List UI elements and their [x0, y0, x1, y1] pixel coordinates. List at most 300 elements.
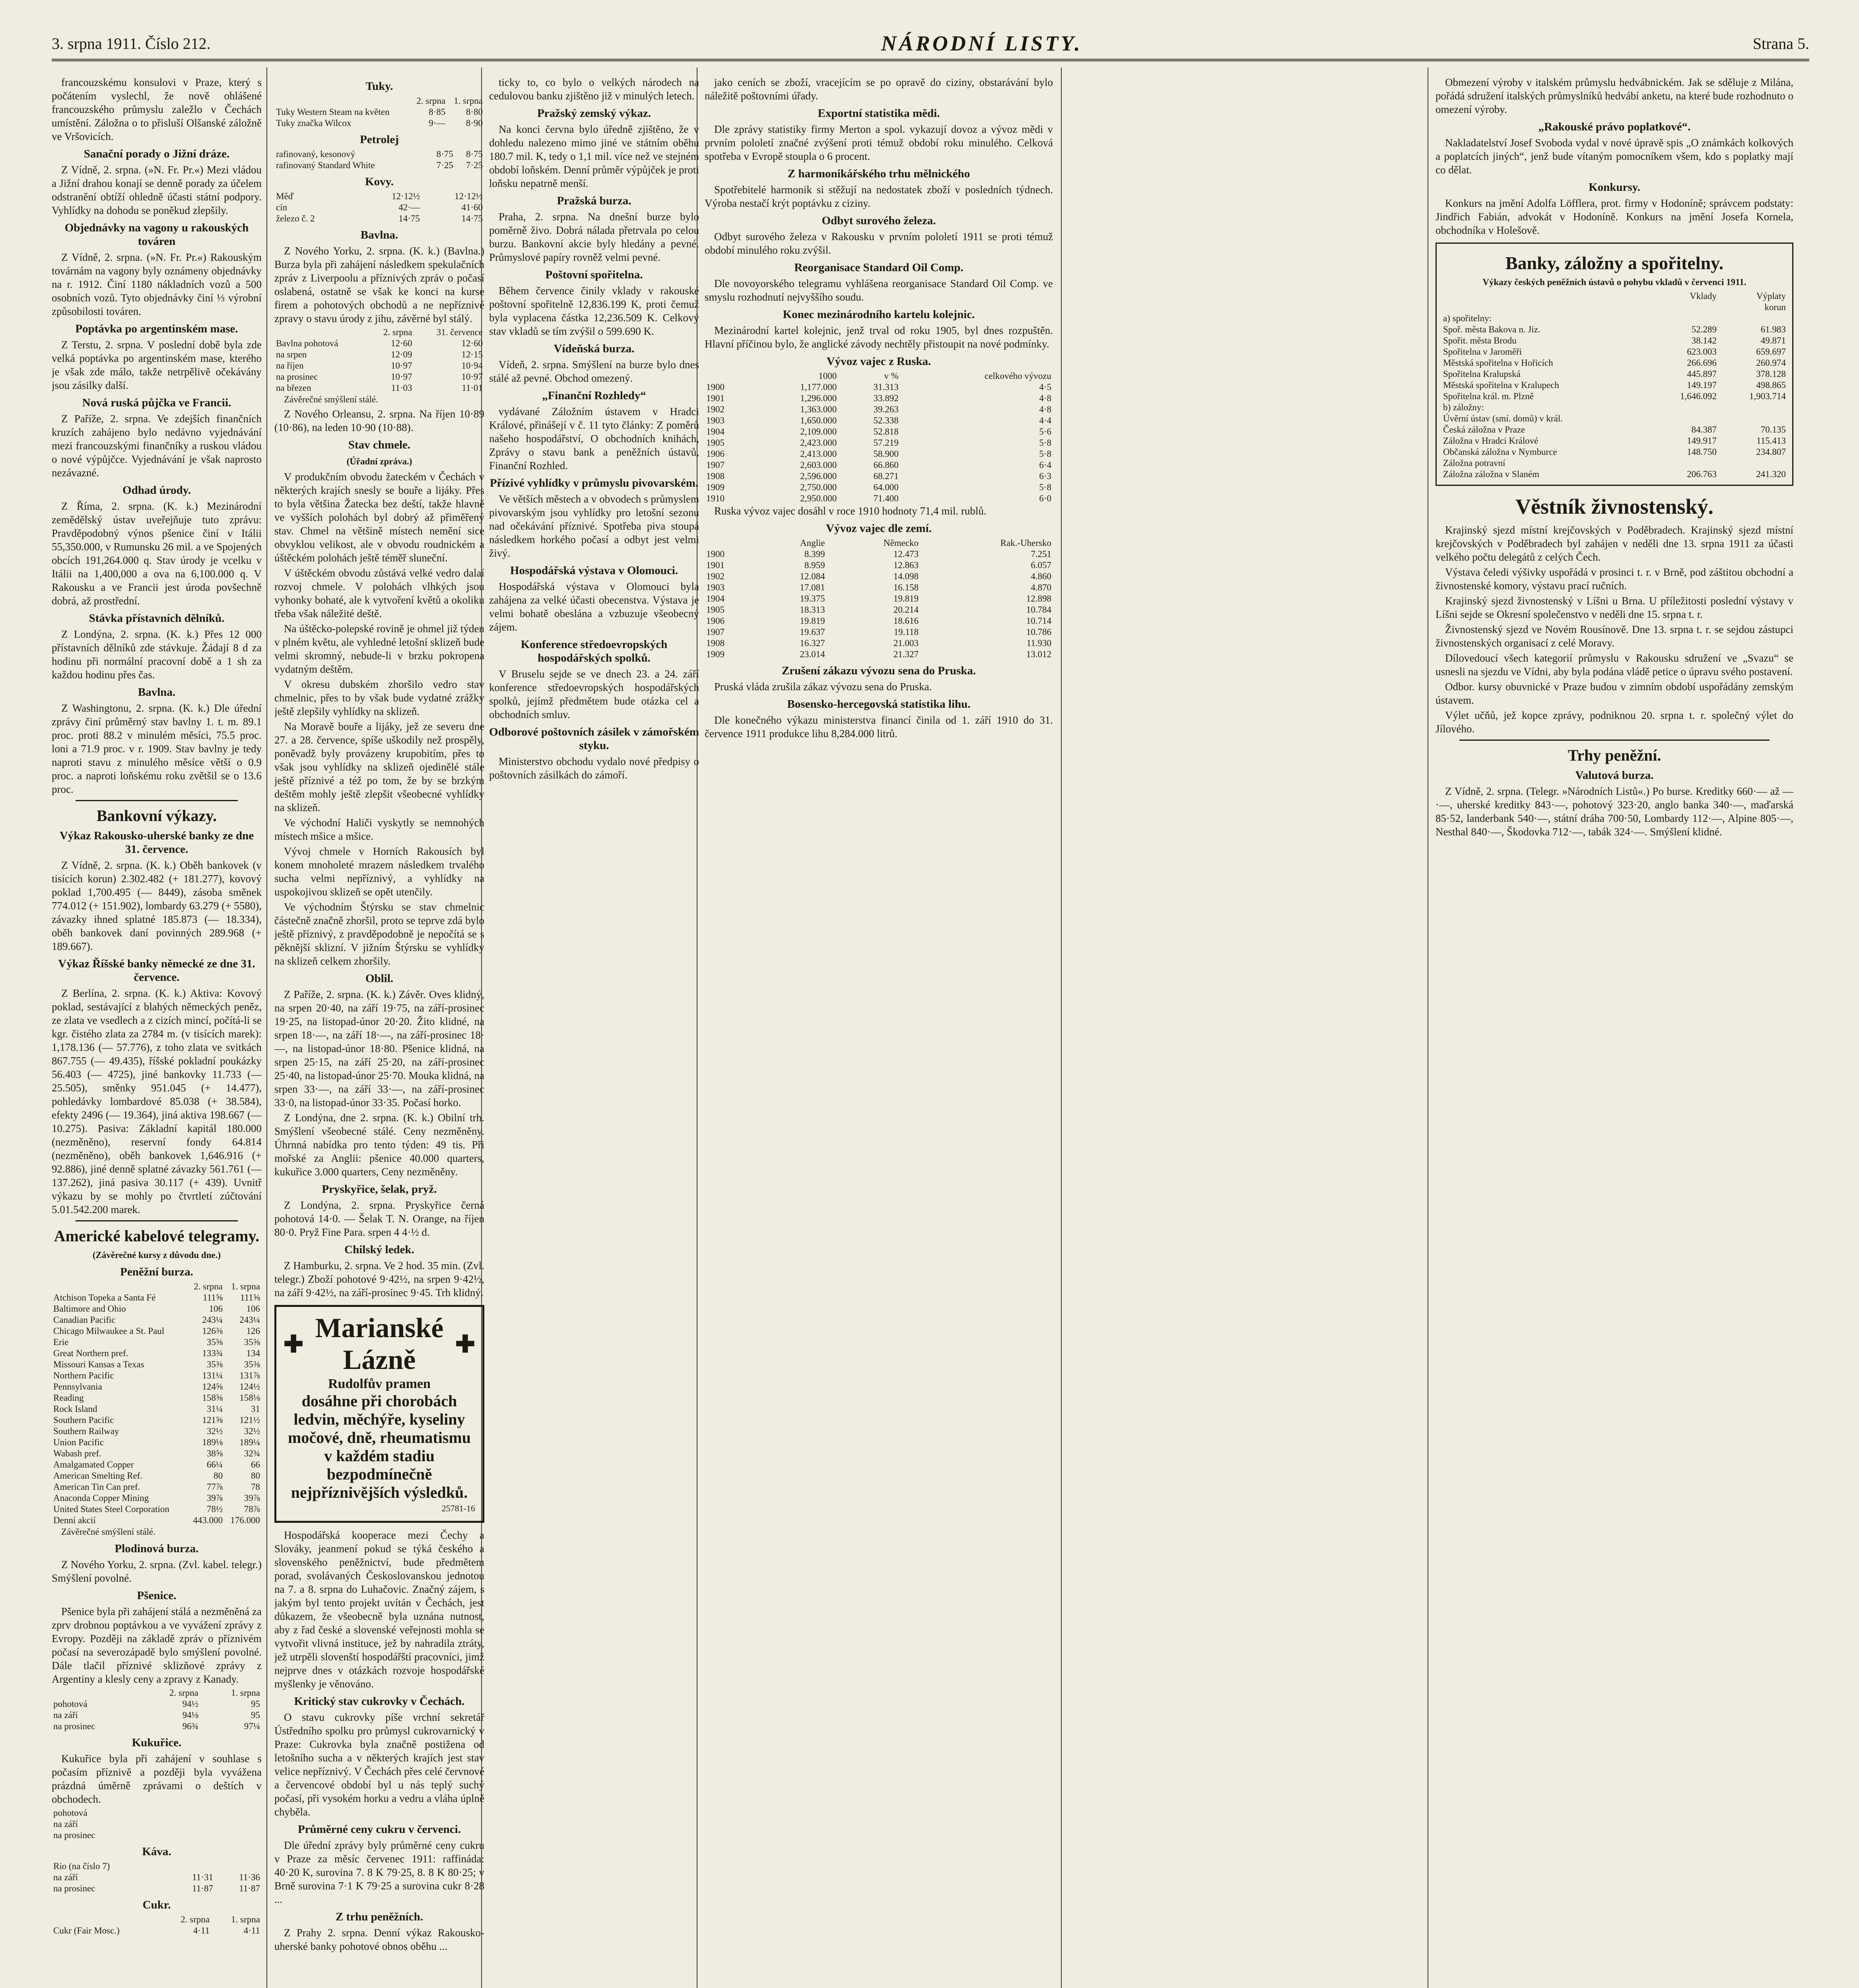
row-label: na srpen — [276, 349, 307, 359]
ad-reference: 25781-16 — [441, 1503, 475, 1513]
column-rule — [266, 68, 267, 1988]
section-heading: Americké kabelové telegramy. — [54, 1227, 260, 1245]
article-heading: Odhad úrody. — [122, 484, 191, 497]
table-row — [705, 471, 1053, 482]
table-header-cell — [52, 1281, 187, 1292]
table-row — [52, 1819, 262, 1830]
table-header-cell: 2. srpna — [383, 327, 412, 337]
table-row — [1441, 335, 1787, 346]
row-label: na říjen — [276, 361, 304, 371]
row-value: 18.616 — [893, 616, 919, 626]
cross-icon: ✚ — [455, 1331, 475, 1357]
row-value: 19.819 — [800, 616, 825, 626]
row-value: 66.860 — [873, 460, 899, 470]
row-label: na prosinec — [53, 1721, 95, 1731]
eggs-by-country-table — [705, 538, 1053, 660]
table-row — [52, 1699, 262, 1710]
row-value: 7·25 — [436, 160, 453, 170]
row-value: 49.871 — [1760, 336, 1786, 346]
article-heading: Stávka přístavních dělníků. — [89, 612, 225, 625]
row-value: 14·75 — [398, 214, 420, 223]
row-value: 243¼ — [202, 1315, 223, 1325]
table-row — [52, 1426, 262, 1437]
row-value: 10·97 — [461, 372, 483, 382]
row-label: Záložna záložna v Slaném — [1443, 469, 1540, 479]
article-text: Spotřebitelé harmonik si stěžují na nedostatek zboží v posledních týdnech. Výroba nestačí krýt poptávku z ciziny. — [705, 184, 1053, 209]
metals-table — [274, 191, 484, 224]
row-label: na září — [53, 1872, 78, 1882]
row-label: 1906 — [706, 616, 725, 626]
row-value: 149.917 — [1687, 436, 1717, 446]
row-label: Tuky značka Wilcox — [276, 118, 352, 128]
table-header-cell — [52, 1914, 161, 1925]
row-label: Bavlna pohotová — [276, 338, 338, 348]
article-heading: Pražský zemský výkaz. — [537, 107, 651, 120]
row-label: pohotová — [53, 1699, 87, 1709]
table-header-row — [274, 327, 484, 338]
row-value — [249, 1819, 262, 1830]
row-value: 31¼ — [206, 1404, 223, 1414]
row-value: 106 — [209, 1304, 223, 1314]
row-value: 126⅜ — [202, 1326, 223, 1336]
article-text: Na úštěcko-polepské rovině je ohmel již týden v plném květu, ale vyhledné letošní sklizeň bude velmi skromný, nebude-li v brzku pokropena vydatným deštěm. — [274, 623, 484, 675]
row-label: Southern Railway — [53, 1426, 119, 1436]
column-5 — [1436, 76, 1793, 1988]
article-text: Nakladatelství Josef Svoboda vydal v nové úpravě spis „O známkách kolkových a poplatcích jiných“, jenž bude vítaným pomocníkem všem, kdo s poplatky mají co dělat. — [1436, 137, 1793, 176]
table-header-cell: Rak.-Uhersko — [1000, 538, 1051, 548]
table-row — [52, 1326, 262, 1337]
table-header-row — [52, 1687, 262, 1699]
row-label: Záložna v Hradci Králové — [1443, 436, 1538, 446]
row-label: cín — [276, 202, 287, 212]
table-header-cell: 2. srpna — [181, 1914, 210, 1924]
row-value: 77⅞ — [206, 1482, 223, 1492]
stocks-table — [52, 1281, 262, 1526]
row-value: 2,413.000 — [800, 449, 837, 459]
row-label: Spořit. města Brodu — [1443, 336, 1517, 346]
article-text: Z Vídně, 2. srpna. (»N. Fr. Pr.«) Rakouským továrnám na vagony byly oznámeny objednávky na r. 1912. Činí 1180 nákladních vozů a 500 osobních vozů. Tyto objednávky činí ⅓ výrobní způsobilosti továren. — [52, 251, 262, 317]
row-value: 7.251 — [1031, 549, 1051, 559]
row-label: Reading — [53, 1393, 84, 1403]
row-value: 1,296.000 — [800, 393, 837, 403]
article-text: francouzskému konsulovi v Praze, který s počátením vyslechl, že nově ohlášené francouzského průmyslu zaležlo v Čechách umístění. Záložna o to přisluší Olšanské záložně ve Vršovicích. — [52, 76, 262, 142]
row-value: 11·36 — [239, 1872, 260, 1882]
row-value: 39⅞ — [206, 1493, 223, 1503]
table-row — [52, 1515, 262, 1526]
row-value: 158⅝ — [202, 1393, 223, 1403]
eggs-table — [705, 371, 1053, 504]
row-value: 189¼ — [239, 1437, 260, 1447]
article-text: Živnostenský sjezd ve Novém Rousínově. Dne 13. srpna t. r. se sejdou zástupci živnostenských organisací z celé Moravy. — [1436, 623, 1793, 649]
row-value: 121½ — [239, 1415, 260, 1425]
cotton-table — [274, 327, 484, 394]
row-label: 1902 — [706, 571, 725, 581]
article-heading: Vídeňská burza. — [554, 342, 635, 355]
table-header-cell: 31. července — [436, 327, 483, 337]
row-value: 7·25 — [466, 160, 483, 170]
table-header-cell — [274, 327, 368, 338]
row-value: 11·87 — [192, 1883, 213, 1893]
table-header-cell: 1000 — [818, 371, 837, 381]
table-row — [1441, 435, 1787, 447]
row-label: Rio (na číslo 7) — [53, 1861, 110, 1871]
row-value: 266.696 — [1687, 358, 1717, 368]
article-heading: Konkursy. — [1589, 181, 1640, 194]
row-value: 8·85 — [429, 107, 446, 117]
row-label: 1900 — [706, 549, 725, 559]
table-row — [274, 371, 484, 382]
article-heading: Vývoz vajec z Ruska. — [826, 355, 931, 368]
row-label: Měď — [276, 191, 294, 201]
article-text: Vídeň, 2. srpna. Smýšlení na burze bylo dnes stálé až pevné. Obchod omezený. — [489, 359, 699, 384]
row-label: 1903 — [706, 582, 725, 592]
row-value: 11·03 — [391, 383, 412, 393]
row-value: 16.158 — [893, 582, 919, 592]
table-header-cell: Anglie — [800, 538, 825, 548]
article-text: Dílovedoucí všech kategorií průmyslu v Rakousku sdružení ve „Svazu“ se usnesli na sjezdu ve Vídni, aby byla podána vládě petice o úpravu svého postavení. — [1436, 652, 1793, 678]
article-text: O stavu cukrovky píše vrchní sekretář Ústředního spolku pro průmysl cukrovarnický v Praze: Cukrovka byla značně postižena od letošního sucha a v některých krajích jest stav velice nepříznivý. V Čechách přes celé červnové a červencové období byl u nás teplý suchý počasí, při vysokém horku a vedru a vláha úplně chyběla. — [274, 1711, 484, 1818]
row-value: 115.413 — [1756, 436, 1786, 446]
table-row — [1441, 346, 1787, 357]
row-value: 68.271 — [873, 471, 899, 481]
section-heading: Bankovní výkazy. — [96, 807, 217, 825]
row-value: 1,646.092 — [1680, 391, 1717, 401]
row-value: 10.784 — [1026, 605, 1051, 615]
row-label: 1905 — [706, 438, 725, 448]
table-row — [274, 149, 484, 160]
row-value: 8·80 — [466, 107, 483, 117]
table-row — [52, 1925, 262, 1936]
table-row — [1441, 458, 1787, 469]
row-label: rafinovaný, kesonový — [276, 149, 355, 159]
article-text: V okresu dubském zhoršilo vedro stav chmelnic, přes to by však bude vydatné zrážky ještě zlepšily vyhlídky na sklizeň. — [274, 678, 484, 717]
row-value: 21.327 — [893, 649, 919, 659]
row-value: 149.197 — [1687, 380, 1717, 390]
row-value: 39.263 — [873, 404, 899, 414]
row-value: 4.870 — [1031, 582, 1051, 592]
table-unit: korun — [1764, 302, 1786, 312]
row-value: 4.860 — [1031, 571, 1051, 581]
row-label: Atchison Topeka a Santa Fé — [53, 1293, 156, 1303]
article-heading: Kovy. — [365, 175, 394, 188]
row-label: Spořitelna král. m. Plzně — [1443, 391, 1534, 401]
row-value: 1,363.000 — [800, 404, 837, 414]
table-row — [52, 1448, 262, 1459]
article-heading: Přízivé vyhlídky v průmyslu pivovarském. — [490, 477, 699, 489]
row-label: Městská spořitelna v Hořicích — [1443, 358, 1553, 368]
row-value: 131⅞ — [239, 1371, 260, 1380]
row-value: 23.014 — [800, 649, 825, 659]
row-value: 52.289 — [1691, 324, 1717, 334]
row-label: Baltimore and Ohio — [53, 1304, 126, 1314]
row-value: 70.135 — [1760, 425, 1786, 435]
fats-table — [274, 95, 484, 129]
row-value: 39⅞ — [244, 1493, 260, 1503]
table-header-cell: v % — [884, 371, 899, 381]
row-value: 1,650.000 — [800, 415, 837, 425]
article-heading: Exportní statistika mědi. — [818, 107, 940, 120]
row-label: 1902 — [706, 404, 725, 414]
article-heading: Bavlna. — [360, 229, 398, 241]
coffee-table — [52, 1861, 262, 1894]
row-value: 18.313 — [800, 605, 825, 615]
row-label: Záložna potravní — [1443, 458, 1505, 468]
table-header-cell: Německo — [883, 538, 919, 548]
table-row — [52, 1807, 262, 1819]
row-value: 57.219 — [873, 438, 899, 448]
row-value: 35⅝ — [206, 1337, 223, 1347]
row-value: 10·97 — [390, 361, 412, 371]
row-label: Pennsylvania — [53, 1382, 102, 1392]
table-row — [274, 349, 484, 360]
row-value: 623.003 — [1687, 347, 1717, 357]
article-text: Z Terstu, 2. srpna. V poslední době byla zde velká poptávka po argentinském mase, kterého je však zde málo, takže netrpělivě očekávány jsou zásilky další. — [52, 339, 262, 391]
row-value: 94½ — [182, 1699, 198, 1709]
sugar-table — [52, 1914, 262, 1936]
table-row — [705, 593, 1053, 604]
ad-body: dosáhne při chorobách ledvin, měchýře, kyseliny močové, dně, rheumatismu v každém stadiu bezpodmínečně nejpříznivějších výsledků. — [288, 1392, 471, 1501]
row-value: 12·15 — [461, 349, 483, 359]
table-group-label: b) záložny: — [1443, 402, 1484, 412]
article-text: Obmezení výroby v italském průmyslu hedvábnickém. Jak se sděluje z Milána, pořádá sdružení italských průmyslníků hedvábí anketu, na které bude rozhodnuto o omezení výroby. — [1436, 76, 1793, 115]
article-text: Ve větších městech a v obvodech s průmyslem pivovarským jsou vyhlídky pro letošní sezonu nad očekávání příznivé. Spotřeba piva stoupá následkem horkého počasí a odbyt jest velmi živý. — [489, 493, 699, 559]
row-value: 5·6 — [1039, 427, 1051, 437]
article-heading: Odborové poštovních zásilek v zámořském styku. — [489, 726, 699, 752]
column-3 — [489, 76, 699, 1988]
article-heading: Valutová burza. — [1575, 769, 1654, 782]
row-value: 6·0 — [1039, 493, 1051, 503]
article-text: Hospodářská kooperace mezi Čechy a Slováky, jeanmení pokud se týká českého a slovenského peněžnictví, bude předmětem porad, svolávaných Českoslovanskou jednotou na 7. a 8. srpna do Luhačovic. Značný zájem, s jakým byl tento projekt uvítán v Čechách, jest důkazem, že všeobecně byla uznána nutnost, aby z řad české a slovenské veřejnosti mohla se vytvořit vlivná instituce, jež by nahradila ztráty, jež utrpěli slovenští hospodářští pracovníci, jimž nejprve dnes v otázkách rozvoje hospodářské myšlenky je věnováno. — [274, 1529, 484, 1690]
table-row — [1441, 380, 1787, 391]
row-value: 19.118 — [894, 627, 919, 637]
table-row — [52, 1861, 262, 1872]
row-label: na září — [53, 1710, 78, 1720]
row-value: 13.012 — [1026, 649, 1051, 659]
table-group-label: Úvěrní ústav (smí. domů) v král. — [1443, 414, 1563, 423]
row-value: 32½ — [244, 1426, 260, 1436]
section-divider — [1459, 740, 1770, 741]
section-heading: Trhy peněžní. — [1568, 746, 1661, 764]
table-header-cell: 2. srpna — [194, 1281, 223, 1291]
table-row — [52, 1392, 262, 1404]
row-label: 1905 — [706, 605, 725, 615]
article-text: Krajinský sjezd místní krejčovských v Poděbradech. Krajinský sjezd místní krejčovských v Poděbradech byl zahájen v neděli dne 13. srpna 1911 za účasti velkého počtu delegátů z celých Čech. — [1436, 524, 1793, 563]
article-text: Z Nového Orleansu, 2. srpna. Na říjen 10·89 (10·86), na leden 10·90 (10·88). — [274, 408, 484, 433]
row-value: 131¼ — [202, 1371, 223, 1380]
article-heading: Plodinová burza. — [115, 1542, 199, 1555]
row-value — [249, 1830, 262, 1841]
ad-title-text: Marianské Lázně — [315, 1313, 444, 1375]
row-value — [1649, 458, 1718, 469]
row-value: 21.003 — [893, 638, 919, 648]
banks-table — [1441, 291, 1787, 480]
row-value — [215, 1861, 262, 1872]
row-value — [236, 1819, 249, 1830]
row-value: 35⅝ — [244, 1337, 260, 1347]
row-label: American Smelting Ref. — [53, 1471, 143, 1481]
row-value: 17.081 — [800, 582, 825, 592]
table-row — [52, 1721, 262, 1732]
article-heading: Cukr. — [142, 1899, 171, 1911]
article-text: Z Paříže, 2. srpna. (K. k.) Závěr. Oves klidný, na srpen 20·40, na září 19·75, na září-prosinec 19·25, na listopad-únor 20·20. Žito klidné, na srpen 18·—, na září 18·—, na září-prosinec 18·—, na listopad-únor 18·80. Pšenice klidná, na srpen 25·15, na září 25·20, na září-prosinec 25·40, na listopad-únor 25·70. Mouka klidná, na srpen 33·—, na září 33·—, na září-prosinec 33·0, na listopad-únor 33·35. Počasí horko. — [274, 988, 484, 1109]
row-label: Amalgamated Copper — [53, 1460, 134, 1470]
row-value — [168, 1861, 215, 1872]
article-heading: Výkaz Rakousko-uherské banky ze dne 31. července. — [59, 829, 254, 856]
row-label: 1901 — [706, 393, 725, 403]
row-value: 2,423.000 — [800, 438, 837, 448]
row-value: 12·60 — [390, 338, 412, 348]
article-text: V produkčním obvodu žateckém v Čechách v některých krajích snesly se bouře a lijáky. Přes to byla většina Žatecka bez deští, takže hlavně ve vyšších polohách byl dobrý až přiměřený stav. Chmel na většině místech nemění sice obvyklou velikost, ale v obvodu roudnickém a úštěckém polohách ještě téměř sluneční. — [274, 471, 484, 564]
ad-subtitle: Rudolfův pramen — [328, 1376, 431, 1391]
article-heading: Petrolej — [360, 133, 399, 146]
article-text: Ruska vývoz vajec dosáhl v roce 1910 hodnoty 71,4 mil. rublů. — [714, 505, 987, 517]
table-row — [52, 1415, 262, 1426]
table-row — [705, 627, 1053, 638]
row-value: 5·8 — [1039, 449, 1051, 459]
row-value: 19.637 — [800, 627, 825, 637]
row-value: 2,603.000 — [800, 460, 837, 470]
row-value — [236, 1807, 249, 1819]
article-heading: Zrušení zákazu vývozu sena do Pruska. — [781, 664, 976, 677]
row-value: 12·12½ — [391, 191, 420, 201]
table-row — [705, 571, 1053, 582]
row-value: 42·— — [398, 202, 420, 212]
table-row — [1441, 357, 1787, 369]
table-row — [1441, 391, 1787, 402]
row-value: 31 — [251, 1404, 260, 1414]
row-label: 1904 — [706, 594, 725, 604]
row-value: 498.865 — [1756, 380, 1786, 390]
table-header-cell — [274, 95, 410, 107]
row-label: 1907 — [706, 627, 725, 637]
table-row — [705, 404, 1053, 415]
table-row — [52, 1303, 262, 1314]
row-value: 378.128 — [1756, 369, 1786, 379]
table-row — [52, 1314, 262, 1326]
row-value — [249, 1807, 262, 1819]
article-heading: Oblil. — [365, 972, 394, 985]
row-value — [1718, 458, 1787, 469]
article-heading: Poštovní spořitelna. — [545, 268, 643, 281]
article-text: Dle zprávy statistiky firmy Merton a spol. vykazují dovoz a vývoz mědi v prvním pololetí značné zvýšení proti témuž období roku minulého. Celková spotřeba v Evropě stoupla o 6 procent. — [705, 123, 1053, 162]
row-value: 260.974 — [1756, 358, 1786, 368]
row-value: 2,750.000 — [800, 482, 837, 492]
row-value: 241.320 — [1756, 469, 1786, 479]
row-label: 1909 — [706, 649, 725, 659]
row-label: Missouri Kansas a Texas — [53, 1359, 144, 1369]
article-text: Z Hamburku, 2. srpna. Ve 2 hod. 35 min. (Zvl. telegr.) Zboží pohotové 9·42½, na srpen 9·42½, na září 9·42½, na září-prosinec 9·45. Trh klidný. — [274, 1260, 484, 1299]
article-text: Pšenice byla při zahájení stálá a nezměněná za zprv drobnou poptávkou a ve vyvážení zprávy z Evropy. Později na základě zpráv o příznivém počasí na severozápadě bylo smýšlení povolné. Dále tlačil příznivé sklizňové zprávy z Argentiny a klesly ceny a zpravy z Kanady. — [52, 1606, 262, 1685]
article-text: jako ceních se zboží, vracejícím se po opravě do ciziny, obstarávání bylo náležitě poštovními úřady. — [705, 76, 1053, 102]
article-heading: Bosensko-hercegovská statistika lihu. — [787, 698, 971, 711]
row-value: 33.892 — [873, 393, 899, 403]
table-row — [705, 393, 1053, 404]
row-value: 8.959 — [804, 560, 825, 570]
table-row — [705, 615, 1053, 627]
row-value: 35⅜ — [244, 1359, 260, 1369]
article-text: Odbyt surového železa v Rakousku v prvním pololetí 1911 se proti témuž období minulého roku zvýšil. — [705, 231, 1053, 256]
row-value: 94⅛ — [182, 1710, 198, 1720]
row-value: 35⅜ — [206, 1359, 223, 1369]
column-rule — [1061, 68, 1062, 1988]
article-heading: Pryskyřice, šelak, pryž. — [322, 1183, 437, 1196]
article-text: Ministerstvo obchodu vydalo nové předpisy o poštovních zásilkách do zámoří. — [489, 755, 699, 781]
row-value: 12.473 — [893, 549, 919, 559]
table-header-cell — [52, 1687, 138, 1699]
table-row — [52, 1710, 262, 1721]
table-row — [1441, 424, 1787, 435]
article-heading: Výkaz Říšské banky německé ze dne 31. července. — [58, 957, 255, 984]
table-header-cell: 1. srpna — [454, 96, 483, 106]
row-value: 20.214 — [893, 605, 919, 615]
row-label: na prosinec — [276, 372, 318, 382]
article-text: Kukuřice byla při zahájení v souhlase s počasím příznivě a později byla vyvážena prázdná úměrně zprávami o deštích v obchodech. — [52, 1753, 262, 1805]
table-row — [274, 360, 484, 371]
row-label: na prosinec — [53, 1883, 95, 1893]
row-value: 8·75 — [466, 149, 483, 159]
article-text: Praha, 2. srpna. Na dnešní burze bylo poměrně živo. Dobrá nálada přetrvala po celou burzu. Bankovní akcie byly hledány a pevné. Průmyslové papíry rovněž velmi pevné. — [489, 211, 699, 263]
petrol-table — [274, 149, 484, 171]
article-text: Výlet učňů, jež kopce zprávy, podniknou 20. srpna t. r. společný výlet do Jílového. — [1436, 709, 1793, 735]
article-text: Mezinárodní kartel kolejnic, jenž trval od roku 1905, byl dnes rozpuštěn. Hlavní příčinou bylo, že anglické závody nechtěly přistoupit na nové podmínky. — [705, 324, 1053, 350]
article-text: Závěrečné smýšlení stálé. — [284, 394, 378, 404]
row-value: 9·— — [429, 118, 446, 128]
article-text: Na Moravě bouře a lijáky, jež ze severu dne 27. a 28. července, spíše uškodily než prospěly, poněvadž byly provázeny krupobitím, přes to však jsou vyhlídky na sklizeň ojedinělé stále ještě příznivé a též po tom, že by se brzkým deštěm mohly ještě zlepšit všeobecné vyhlídky na sklizeň. — [274, 720, 484, 813]
article-text: Hospodářská výstava v Olomouci byla zahájena za velké účasti obecenstva. Výstava je velmi bohatě obeslána a vzbuzuje všeobecný zájem. — [489, 580, 699, 633]
table-row — [705, 437, 1053, 448]
row-label: United States Steel Corporation — [53, 1504, 169, 1514]
table-row — [705, 582, 1053, 593]
row-value: 78 — [251, 1482, 260, 1492]
advertisement-box — [274, 1305, 484, 1523]
table-header-cell: 1. srpna — [231, 1281, 260, 1291]
article-text: V úštěckém obvodu zůstává velké vedro dalaí rozvoj chmele. V polohách vlhkých jsou vyhonky bohaté, ale k vytvoření květů a okoliku třeba však náležité deště. — [274, 567, 484, 619]
article-text: Z Berlína, 2. srpna. (K. k.) Aktiva: Kovový poklad, sestávající z blahých německých peněz, ze zlata ve vsedlech a z cizích mincí, počítá-li se kgr. čistého zlata za 2784 m. (v tisících marek): 1,178.136 (— 57.776), z toho zlata ve svitkách 867.755 (— 49.435), říšské pokladní poukázky 56.403 (— 4725), jiné bankovky 11.733 (— 25.505), směnky 951.045 (+ 14.477), pohledávky lombardové 85.038 (+ 38.584), efekty 2496 (— 19.364), jiná aktiva 198.667 (— 10.275). Pasiva: Základní kapitál 180.000 (nezměněno), reservní fondy 64.814 (nezměněno), oběh bankovek 1,646.916 (+ 92.886), jiné denně splatné závazky 561.761 (— 137.262), jiná pasiva 30.117 (+ 439). Uvnitř výkazu by se mohly po čtvrtletí zúčtování 5.01.542.200 marek. — [52, 987, 262, 1215]
table-row — [52, 1883, 262, 1894]
article-heading: Objednávky na vagony u rakouských továren — [64, 221, 249, 248]
table-row — [705, 649, 1053, 660]
article-text: Krajinský sjezd živnostenský v Líšni u Brna. U příležitosti poslední výstavy v Líšni sejde se Okresní společenstvo v neděli dne 15. srpna t. r. — [1436, 595, 1793, 620]
table-row — [52, 1348, 262, 1359]
article-heading: Bavlna. — [138, 686, 176, 699]
table-header-row — [52, 1281, 262, 1292]
table-header-row — [705, 371, 1053, 382]
article-text: Ve východním Štýrsku se stav chmelnic částečně značně zhoršil, proto se teprve zdá bylo ještě příznivý, z pravděpodobně je nepočítá se s pěknější sklizní. V jižním Štýrsku se vyhlídky na sklizeň celkem zhoršily. — [274, 901, 484, 967]
row-label: Spořitelna v Jaroměři — [1443, 347, 1522, 357]
row-label: Rock Island — [53, 1404, 97, 1414]
table-row — [705, 560, 1053, 571]
table-row — [52, 1830, 262, 1841]
article-text: Z Vídně, 2. srpna. (»N. Fr. Pr.«) Mezi vládou a Jižní drahou konají se denně porady za účelem odstranění obtíží ohledně účasti státní podpory. Vyhlídky na dohodu se poněkud zlepšily. — [52, 164, 262, 216]
table-row — [274, 191, 484, 202]
row-label: Česká záložna v Praze — [1443, 425, 1525, 435]
row-value: 443.000 — [193, 1515, 223, 1525]
row-label: Spořitelna Kralupská — [1443, 369, 1521, 379]
article-heading: Sanační porady o Jižní dráze. — [84, 148, 230, 160]
article-text: Výstava čeledi výšivky uspořádá v prosinci t. r. v Brně, pod záštitou obchodní a živnostenské komory, výstavu prací ručních. — [1436, 566, 1793, 592]
row-value: 14·75 — [461, 214, 483, 223]
row-value: 134 — [246, 1348, 260, 1358]
row-value: 12·12½ — [455, 191, 483, 201]
article-heading: Pražská burza. — [557, 194, 631, 207]
row-value: 66 — [251, 1460, 260, 1470]
row-label: Spoř. města Bakova n. Jiz. — [1443, 324, 1540, 334]
row-label: 1909 — [706, 482, 725, 492]
article-text: Během července činily vklady v rakouské poštovní spořitelně 12,836.199 K, proti čemuž byla vyplacena částka 12,236.509 K. Celkový stav vkladů se tím zvýšil o 599.690 K. — [489, 285, 699, 337]
table-row — [1441, 324, 1787, 335]
row-label: Union Pacific — [53, 1437, 104, 1447]
article-heading: Kukuřice. — [132, 1736, 182, 1749]
